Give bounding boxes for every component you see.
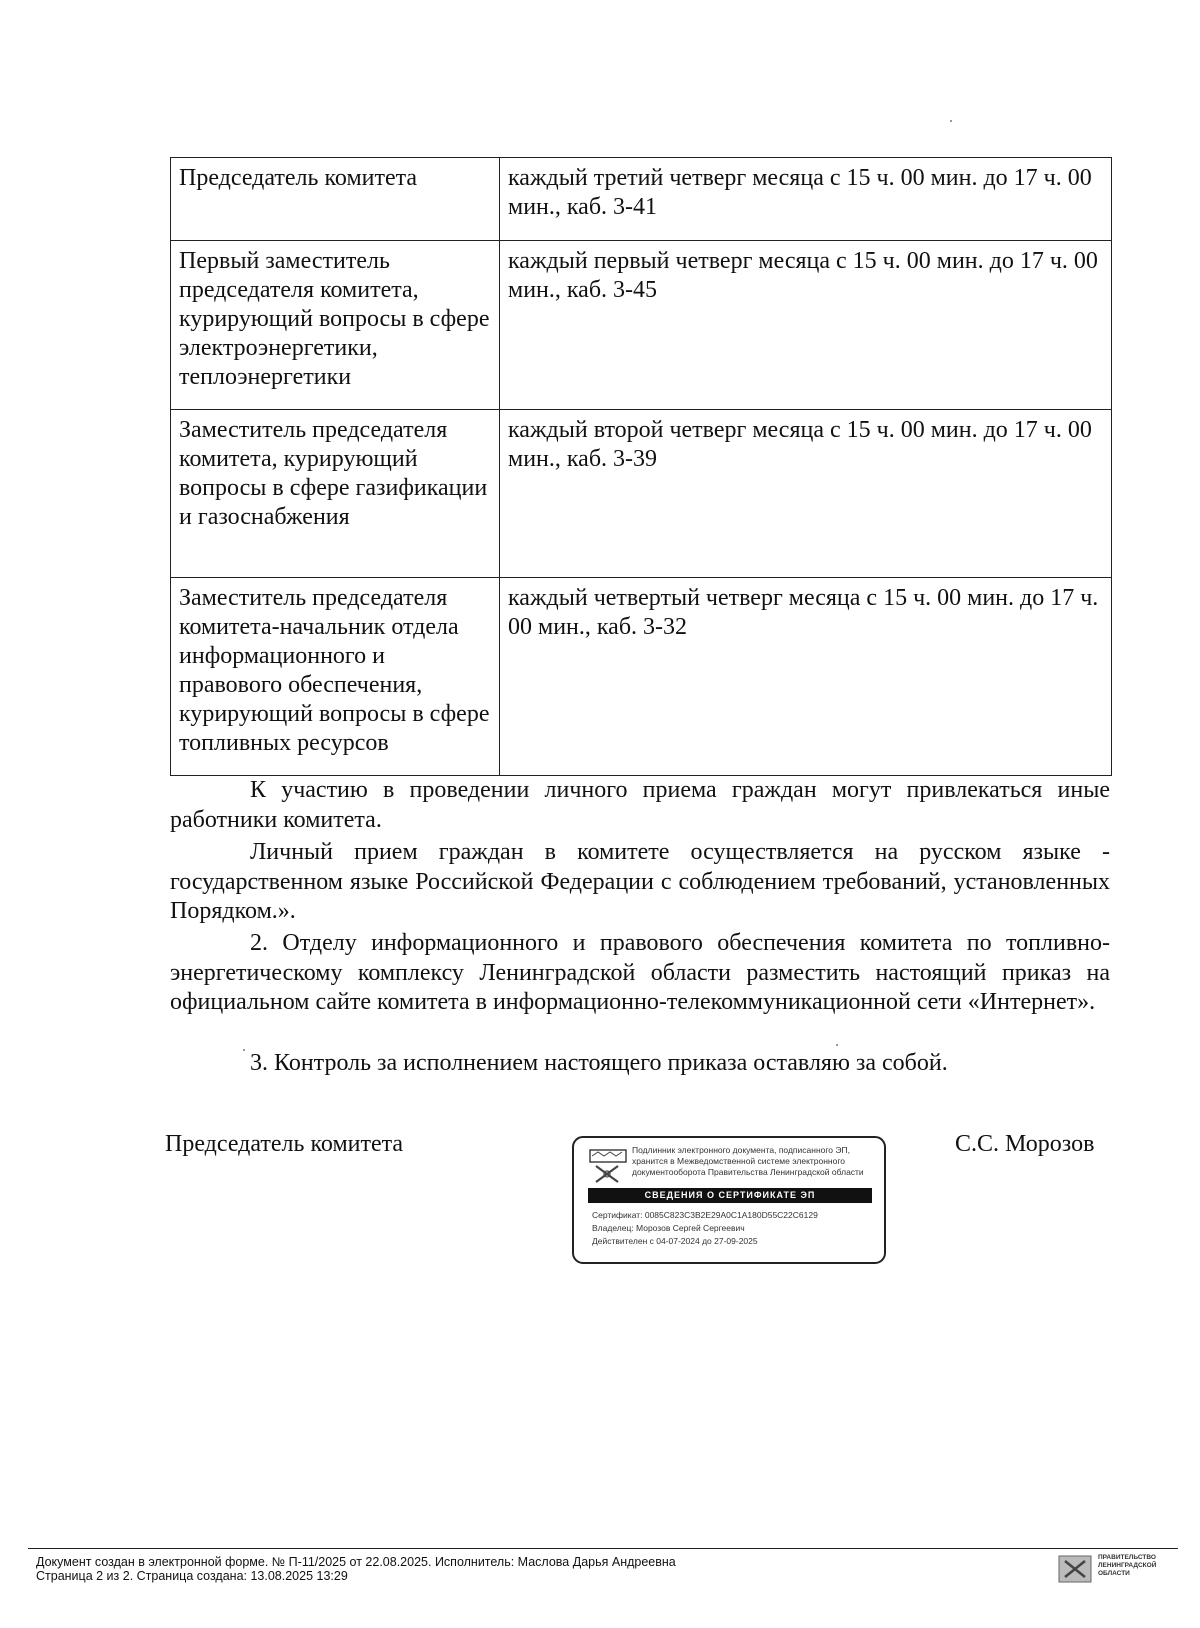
table-row [171, 158, 1112, 241]
table-row [171, 241, 1112, 410]
reception-time-cell: каждый третий четверг месяца с 15 ч. 00 мин. до 17 ч. 00 мин., каб. 3-41 [500, 158, 1112, 241]
official-role-cell: Заместитель председателя комитета-начальник отдела информационного и правового обеспечения, курирующий вопросы в сфере топливных ресурсов [171, 578, 500, 776]
table-row [171, 410, 1112, 578]
language-paragraph: Личный прием граждан в комитете осуществляется на русском языке - государственном языке Российской Федерации с соблюдением требований, установленных Порядком.». [170, 839, 1110, 924]
signatory-title: Председатель комитета [165, 1131, 404, 1157]
reception-time-cell: каждый четвертый четверг месяца с 15 ч. 00 мин. до 17 ч. 00 мин., каб. 3-32 [500, 578, 1112, 776]
stamp-header [632, 1145, 878, 1178]
official-role-cell: Заместитель председателя комитета, курирующий вопросы в сфере газификации и газоснабжения [171, 410, 500, 578]
stamp-header-line: хранится в Межведомственной системе электронного [632, 1156, 845, 1166]
reception-time-cell: каждый второй четверг месяца с 15 ч. 00 мин. до 17 ч. 00 мин., каб. 3-39 [500, 410, 1112, 578]
document-footer [36, 1555, 676, 1583]
org-line: ОБЛАСТИ [1098, 1570, 1130, 1577]
publication-paragraph: 2. Отделу информационного и правового обеспечения комитета по топливно-энергетическому комплексу Ленинградской области разместить настоящий приказ на официальном сайте комитета в информационно-телекоммуникационной сети «Интернет». [170, 930, 1110, 1015]
scan-speck [243, 1049, 245, 1051]
control-paragraph: 3. Контроль за исполнением настоящего приказа оставляю за собой. [250, 1050, 948, 1076]
signatory-name: С.С. Морозов [955, 1131, 1095, 1157]
electronic-signature-stamp [572, 1136, 886, 1264]
org-line: ПРАВИТЕЛЬСТВО [1098, 1554, 1156, 1561]
scan-speck [836, 1044, 838, 1046]
footer-document-info: Документ создан в электронной форме. № П-11/2025 от 22.08.2025. Исполнитель: Маслова Дарья Андреевна [36, 1555, 676, 1569]
official-role-cell: Первый заместитель председателя комитета, курирующий вопросы в сфере электроэнергетики, теплоэнергетики [171, 241, 500, 410]
stamp-header-line: документооборота Правительства Ленинградской области [632, 1167, 864, 1177]
stamp-header-line: Подлинник электронного документа, подписанного ЭП, [632, 1145, 850, 1155]
table-row [171, 578, 1112, 776]
official-role-cell: Председатель комитета [171, 158, 500, 241]
coat-of-arms-icon [588, 1148, 628, 1186]
participation-paragraph: К участию в проведении личного приема граждан могут привлекаться иные работники комитета. [170, 777, 1110, 833]
scan-speck [950, 120, 952, 122]
reception-time-cell: каждый первый четверг месяца с 15 ч. 00 мин. до 17 ч. 00 мин., каб. 3-45 [500, 241, 1112, 410]
certificate-number: Сертификат: 0085C823C3B2E29A0C1A180D55C22C6129 [592, 1210, 818, 1220]
org-line: ЛЕНИНГРАДСКОЙ [1098, 1562, 1157, 1569]
certificate-info-banner: СВЕДЕНИЯ О СЕРТИФИКАТЕ ЭП [588, 1188, 872, 1203]
government-logo-text [1098, 1554, 1156, 1578]
footer-page-info: Страница 2 из 2. Страница создана: 13.08.2025 13:29 [36, 1569, 348, 1583]
reception-schedule-table [170, 157, 1112, 776]
footer-divider [28, 1548, 1178, 1549]
certificate-owner: Владелец: Морозов Сергей Сергеевич [592, 1223, 745, 1233]
government-logo-icon [1058, 1555, 1092, 1583]
certificate-validity: Действителен с 04-07-2024 до 27-09-2025 [592, 1236, 758, 1246]
